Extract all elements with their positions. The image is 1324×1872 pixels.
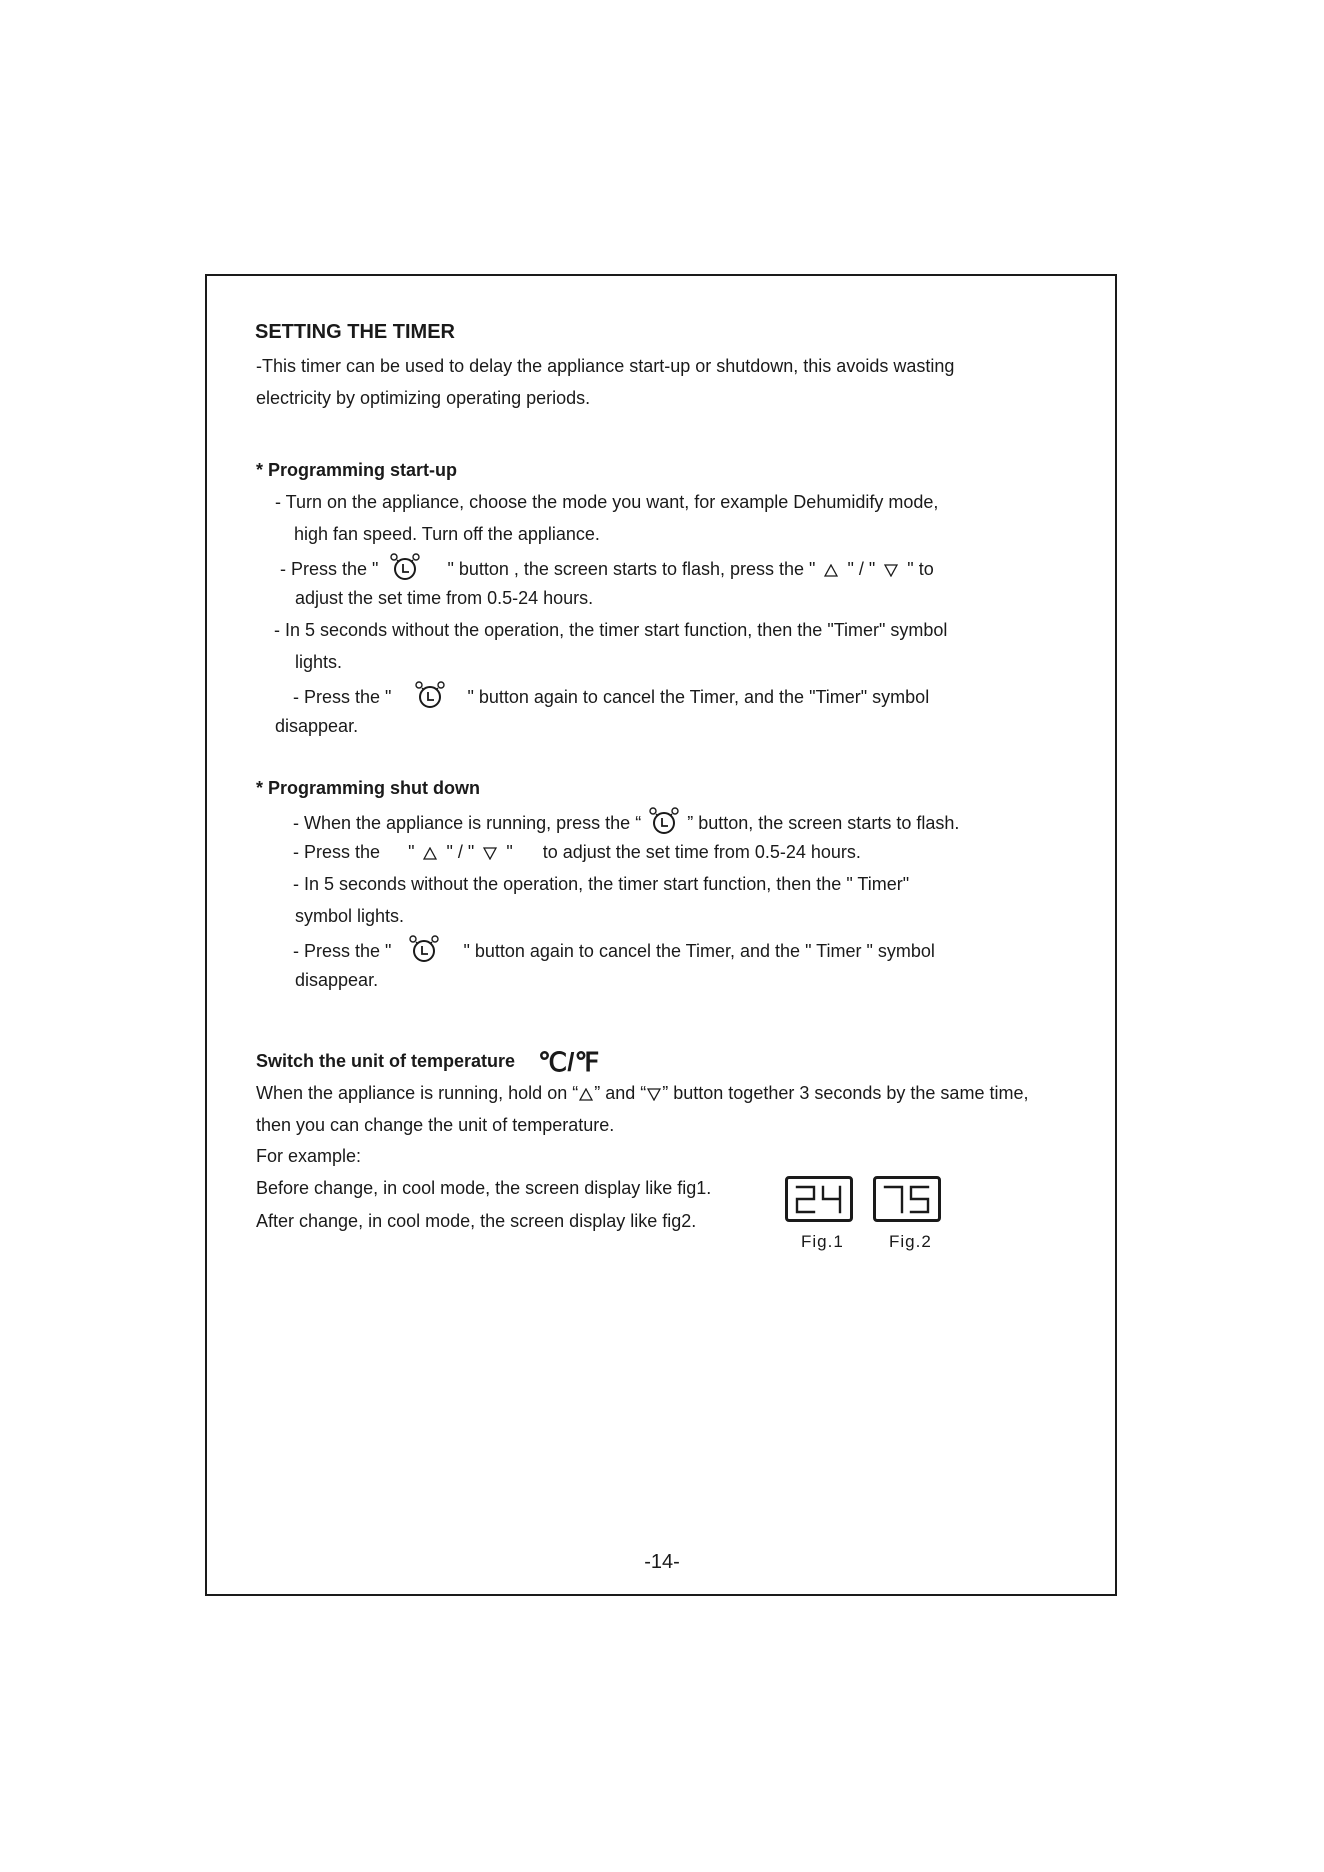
lcd-display-fig2 <box>873 1176 941 1222</box>
unit-text: ” and “ <box>594 1083 647 1103</box>
lcd-digits-24 <box>794 1184 846 1216</box>
shutdown-line-2 <box>293 841 861 863</box>
shutdown-line-3: - In 5 seconds without the operation, the timer start function, then the " Timer" <box>293 874 910 894</box>
startup-line-5: - In 5 seconds without the operation, the timer start function, then the "Timer" symbol <box>274 620 948 640</box>
celsius-fahrenheit-symbol: ℃/℉ <box>538 1047 600 1077</box>
startup-text: " / " <box>847 558 876 579</box>
shutdown-text: " / " <box>446 842 475 862</box>
shutdown-text: ” button, the screen starts to flash. <box>687 812 960 833</box>
unit-switch-line-2: then you can change the unit of temperature. <box>256 1115 615 1135</box>
startup-text: " button again to cancel the Timer, and the "Timer" symbol <box>467 686 930 707</box>
unit-switch-line-5: After change, in cool mode, the screen display like fig2. <box>256 1211 697 1231</box>
section-title: SETTING THE TIMER <box>255 321 455 343</box>
page-number: -14- <box>644 1551 680 1573</box>
fig1-label: Fig.1 <box>801 1232 844 1251</box>
alarm-clock-icon <box>389 552 421 582</box>
unit-switch-line-3: For example: <box>256 1146 362 1166</box>
lcd-digits-75 <box>882 1184 934 1216</box>
shutdown-text: - Press the " <box>293 940 392 961</box>
startup-text: - Press the " <box>293 686 392 707</box>
up-triangle-icon <box>423 847 437 860</box>
unit-switch-title: Switch the unit of temperature <box>256 1051 516 1071</box>
unit-switch-line-4: Before change, in cool mode, the screen display like fig1. <box>256 1178 712 1198</box>
startup-text: - Press the " <box>280 558 379 579</box>
unit-text: When the appliance is running, hold on “ <box>256 1083 579 1103</box>
shutdown-text: " <box>506 842 513 862</box>
shutdown-line-4: symbol lights. <box>295 906 405 926</box>
up-triangle-icon <box>824 564 838 577</box>
startup-line-2: high fan speed. Turn off the appliance. <box>294 524 600 544</box>
down-triangle-icon <box>483 847 497 860</box>
alarm-clock-icon <box>648 806 680 836</box>
shutdown-line-5 <box>293 937 935 967</box>
startup-heading: * Programming start-up <box>256 460 458 480</box>
up-triangle-icon <box>579 1088 593 1101</box>
shutdown-line-1 <box>293 809 959 839</box>
intro-line-2: electricity by optimizing operating periods. <box>256 388 591 408</box>
startup-text: " to <box>907 558 934 579</box>
startup-line-6: lights. <box>295 652 343 672</box>
unit-text: ” button together 3 seconds by the same time, <box>662 1083 1029 1103</box>
shutdown-text: - Press the <box>293 842 381 862</box>
shutdown-text: " button again to cancel the Timer, and the " Timer " symbol <box>463 940 935 961</box>
intro-line-1: -This timer can be used to delay the appliance start-up or shutdown, this avoids wasting <box>256 356 955 376</box>
startup-text: " button , the screen starts to flash, press the " <box>447 558 816 579</box>
startup-line-7 <box>293 683 929 713</box>
alarm-clock-icon <box>408 934 440 964</box>
down-triangle-icon <box>884 564 898 577</box>
fig2-label: Fig.2 <box>889 1232 932 1251</box>
unit-switch-line-1 <box>256 1082 1028 1104</box>
startup-line-8: disappear. <box>275 716 359 736</box>
unit-switch-heading <box>256 1047 600 1077</box>
startup-line-4: adjust the set time from 0.5-24 hours. <box>295 588 594 608</box>
lcd-display-fig1 <box>785 1176 853 1222</box>
shutdown-heading: * Programming shut down <box>256 778 481 798</box>
alarm-clock-icon <box>414 680 446 710</box>
down-triangle-icon <box>647 1088 661 1101</box>
startup-line-1: - Turn on the appliance, choose the mode you want, for example Dehumidify mode, <box>275 492 939 512</box>
shutdown-text: " <box>408 842 415 862</box>
shutdown-line-6: disappear. <box>295 970 379 990</box>
shutdown-text: to adjust the set time from 0.5-24 hours. <box>542 842 861 862</box>
shutdown-text: - When the appliance is running, press the “ <box>293 812 642 833</box>
startup-line-3 <box>280 555 934 585</box>
